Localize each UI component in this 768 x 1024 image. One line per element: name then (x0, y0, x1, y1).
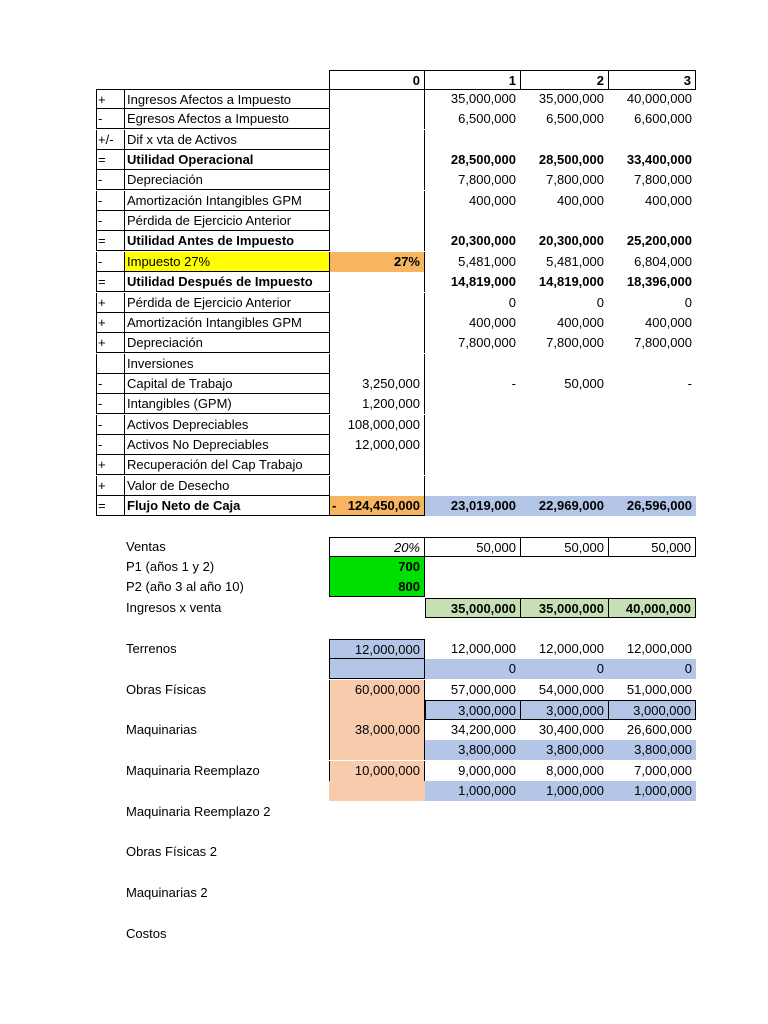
flow-row-label: Amortización Intangibles GPM (124, 313, 329, 333)
obras-dep-y3-cell[interactable]: 3,000,000 (608, 700, 696, 720)
maq-reemplazo-dep-y2-cell[interactable]: 1,000,000 (520, 781, 608, 801)
flow-row-sign: + (96, 89, 124, 109)
flow-row-sign: = (96, 231, 124, 251)
terrenos-dep-y0-cell[interactable] (329, 659, 425, 679)
maquinarias-y2-cell[interactable]: 30,400,000 (538, 722, 604, 737)
terrenos-dep-y2-cell[interactable]: 0 (520, 659, 608, 679)
flow-row-y1-cell[interactable]: 23,019,000 (425, 496, 520, 516)
flow-row-y0-cell[interactable] (329, 476, 425, 496)
maquinarias-2-label: Maquinarias 2 (126, 885, 208, 900)
flow-row-y3-cell[interactable] (608, 354, 696, 374)
flow-row-label: Recuperación del Cap Trabajo (124, 455, 329, 475)
flow-row-y3-cell[interactable]: 25,200,000 (626, 233, 692, 248)
flow-row-y1-cell[interactable]: 7,800,000 (458, 335, 516, 350)
flow-row-y2-cell[interactable]: 28,500,000 (538, 152, 604, 167)
flow-row-sign: = (96, 496, 124, 516)
flow-row-y2-cell[interactable]: 400,000 (557, 193, 604, 208)
flow-row-y2-cell[interactable]: 35,000,000 (538, 91, 604, 106)
flow-row-y1-cell[interactable]: 400,000 (469, 193, 516, 208)
flow-row-y0-cell[interactable] (329, 89, 425, 109)
flow-row-label: Utilidad Operacional (124, 150, 329, 170)
flow-row-y2-cell[interactable]: 7,800,000 (546, 335, 604, 350)
ventas-growth-cell[interactable]: 20% (329, 537, 425, 557)
flow-row-y1-cell[interactable]: 7,800,000 (458, 172, 516, 187)
flow-row-y1-cell[interactable]: 6,500,000 (458, 111, 516, 126)
flow-row-y3-cell[interactable]: 6,600,000 (634, 111, 692, 126)
flow-row-y0-cell[interactable]: 3,250,000 (329, 374, 425, 394)
flow-row-y1-cell[interactable] (425, 435, 520, 455)
obras-fisicas-2-label: Obras Físicas 2 (126, 844, 218, 859)
flow-row-y0-cell[interactable] (329, 293, 425, 313)
maq-reemplazo-y2-cell[interactable]: 8,000,000 (546, 763, 604, 778)
col-header-0[interactable]: 0 (329, 70, 425, 90)
flow-row-y3-cell[interactable]: 6,804,000 (634, 254, 692, 269)
flow-row-label: Egresos Afectos a Impuesto (124, 109, 329, 129)
maq-reemplazo-y3-cell[interactable]: 7,000,000 (634, 763, 692, 778)
flow-row-y3-cell[interactable] (608, 476, 696, 496)
flow-row-sign: = (96, 150, 124, 170)
flow-row-sign: - (96, 394, 124, 414)
obras-y1-cell[interactable]: 57,000,000 (450, 682, 516, 697)
maq-reemplazo-y1-cell[interactable]: 9,000,000 (458, 763, 516, 778)
p1-price-cell[interactable]: 700 (329, 557, 425, 577)
flow-row-y0-cell[interactable] (329, 272, 425, 292)
flow-row-y3-cell[interactable] (608, 211, 696, 231)
obras-y2-cell[interactable]: 54,000,000 (538, 682, 604, 697)
flow-row-y2-cell[interactable]: 50,000 (564, 376, 604, 391)
flow-row-sign: - (96, 211, 124, 231)
flow-row-y3-cell[interactable] (608, 394, 696, 414)
flow-row-label: Utilidad Antes de Impuesto (124, 231, 329, 251)
flow-row-y1-cell[interactable]: 35,000,000 (450, 91, 516, 106)
flow-row-label: Pérdida de Ejercicio Anterior (124, 293, 329, 313)
flow-row-y0-cell[interactable] (329, 109, 425, 129)
maq-reemplazo-2-label: Maquinaria Reemplazo 2 (126, 804, 271, 819)
flow-row-label: Impuesto 27% (124, 252, 329, 272)
flow-row-y2-cell[interactable]: 7,800,000 (546, 172, 604, 187)
flow-row-y3-cell[interactable]: 0 (684, 295, 692, 310)
flow-row-y2-cell[interactable]: 6,500,000 (546, 111, 604, 126)
flow-row-y2-cell[interactable]: 0 (596, 295, 604, 310)
flow-row-y0-cell[interactable] (329, 496, 425, 516)
flow-row-y3-cell[interactable] (608, 455, 696, 475)
flow-row-y0-cell[interactable] (329, 150, 425, 170)
col-header-1[interactable]: 1 (425, 70, 520, 90)
ventas-label: Ventas (126, 539, 166, 554)
flow-row-label: Inversiones (124, 354, 329, 374)
ingresos-y1-cell[interactable]: 35,000,000 (425, 598, 520, 618)
flow-row-y1-cell[interactable]: 400,000 (469, 315, 516, 330)
terrenos-y1-cell[interactable]: 12,000,000 (450, 641, 516, 656)
flow-row-y1-cell[interactable]: 28,500,000 (450, 152, 516, 167)
obras-dep-y2-cell[interactable]: 3,000,000 (520, 700, 608, 720)
flow-row-y0-cell[interactable]: 12,000,000 (329, 435, 425, 455)
flow-row-sign: - (96, 252, 124, 272)
flow-row-sign: - (96, 191, 124, 211)
flow-row-label: Depreciación (124, 170, 329, 190)
flow-row-y0-cell[interactable] (329, 170, 425, 190)
flow-row-sign: + (96, 293, 124, 313)
flow-row-y3-cell[interactable]: 18,396,000 (626, 274, 692, 289)
maquinarias-y0-cell[interactable]: 38,000,000 (329, 720, 425, 740)
flow-row-label: Activos Depreciables (124, 415, 329, 435)
flow-row-y2-cell[interactable] (520, 435, 608, 455)
flow-row-y0-value: 124,450,000 (347, 498, 420, 513)
flow-row-y3-cell[interactable]: 40,000,000 (626, 91, 692, 106)
flow-row-label: Activos No Depreciables (124, 435, 329, 455)
flow-row-y2-cell[interactable] (520, 211, 608, 231)
flow-row-sign: + (96, 455, 124, 475)
flow-row-y3-cell[interactable] (608, 415, 696, 435)
costos-label: Costos (126, 926, 167, 941)
flow-row-y2-cell[interactable] (520, 415, 608, 435)
maquinarias-dep-y1-cell[interactable]: 3,800,000 (425, 740, 520, 760)
col-header-3[interactable]: 3 (608, 70, 696, 90)
flow-row-y0-cell[interactable] (329, 455, 425, 475)
terrenos-y2-cell[interactable]: 12,000,000 (538, 641, 604, 656)
col-header-2[interactable]: 2 (520, 70, 608, 90)
flow-row-y3-cell[interactable] (608, 435, 696, 455)
maquinarias-dep-y2-cell[interactable]: 3,800,000 (520, 740, 608, 760)
flow-row-y3-cell[interactable]: 400,000 (645, 193, 692, 208)
flow-row-sign: - (96, 415, 124, 435)
flow-row-y1-cell[interactable] (425, 455, 520, 475)
p1-label: P1 (años 1 y 2) (126, 559, 215, 574)
flow-row-sign: + (96, 313, 124, 333)
flow-row-y1-cell[interactable] (425, 354, 520, 374)
maq-reemplazo-dep-y3-cell[interactable]: 1,000,000 (608, 781, 696, 801)
flow-row-y2-cell[interactable]: 22,969,000 (520, 496, 608, 516)
ingresos-y2-cell[interactable]: 35,000,000 (520, 598, 608, 618)
flow-row-y3-cell[interactable]: 26,596,000 (608, 496, 696, 516)
flow-row-sign (96, 354, 124, 374)
flow-row-label: Flujo Neto de Caja (124, 496, 329, 516)
flow-row-y1-cell[interactable]: 5,481,000 (458, 254, 516, 269)
flow-row-y0-cell[interactable] (329, 231, 425, 251)
flow-row-y1-cell[interactable] (425, 394, 520, 414)
p2-label: P2 (año 3 al año 10) (126, 579, 244, 594)
ventas-y3-cell[interactable]: 50,000 (608, 537, 696, 557)
flow-row-y1-cell[interactable]: 20,300,000 (450, 233, 516, 248)
maq-reemplazo-label: Maquinaria Reemplazo (126, 763, 260, 778)
maquinarias-dep-y0-cell[interactable] (329, 740, 425, 760)
flow-row-sign: - (96, 109, 124, 129)
flow-row-y1-cell[interactable] (425, 211, 520, 231)
flow-row-y3-cell[interactable]: 7,800,000 (634, 335, 692, 350)
flow-row-sign: - (96, 170, 124, 190)
flow-row-y0-cell[interactable]: 1,200,000 (329, 394, 425, 414)
flow-row-y3-cell[interactable]: - (687, 376, 692, 391)
ventas-y1-cell[interactable]: 50,000 (425, 537, 520, 557)
flow-row-y2-cell[interactable] (520, 476, 608, 496)
flow-row-y0-cell[interactable]: 108,000,000 (329, 415, 425, 435)
flow-row-sign: + (96, 476, 124, 496)
ingresos-label: Ingresos x venta (126, 600, 222, 615)
flow-row-y3-cell[interactable]: 400,000 (645, 315, 692, 330)
flow-row-y2-cell[interactable] (520, 354, 608, 374)
flow-row-y1-cell[interactable] (425, 415, 520, 435)
maq-reemplazo-dep-y0-cell[interactable] (329, 781, 425, 801)
maq-reemplazo-dep-y1-cell[interactable]: 1,000,000 (425, 781, 520, 801)
flow-row-label: Utilidad Después de Impuesto (124, 272, 329, 292)
flow-row-sign: - (96, 435, 124, 455)
flow-row-y3-cell[interactable]: 7,800,000 (634, 172, 692, 187)
flow-row-y1-cell[interactable]: - (511, 376, 516, 391)
flow-row-y1-cell[interactable] (425, 476, 520, 496)
flow-row-y0-cell[interactable] (329, 191, 425, 211)
flow-row-label: Depreciación (124, 333, 329, 353)
flow-row-sign: +/- (96, 130, 124, 150)
flow-row-y0-cell[interactable] (329, 313, 425, 333)
flow-row-label: Ingresos Afectos a Impuesto (124, 89, 329, 109)
terrenos-dep-y1-cell[interactable]: 0 (425, 659, 520, 679)
flow-row-y1-cell[interactable] (425, 130, 520, 150)
flow-row-y2-cell[interactable]: 14,819,000 (538, 274, 604, 289)
flow-row-y3-cell[interactable]: 33,400,000 (626, 152, 692, 167)
obras-y3-cell[interactable]: 51,000,000 (626, 682, 692, 697)
flow-row-label: Capital de Trabajo (124, 374, 329, 394)
ingresos-y3-cell[interactable]: 40,000,000 (608, 598, 696, 618)
flow-row-sign: - (96, 374, 124, 394)
terrenos-label: Terrenos (126, 641, 177, 656)
obras-y0-cell[interactable]: 60,000,000 (329, 680, 425, 700)
obras-label: Obras Físicas (126, 682, 207, 697)
maquinarias-dep-y3-cell[interactable]: 3,800,000 (608, 740, 696, 760)
ventas-y2-cell[interactable]: 50,000 (520, 537, 608, 557)
obras-dep-y1-cell[interactable]: 3,000,000 (425, 700, 520, 720)
flow-row-label: Amortización Intangibles GPM (124, 191, 329, 211)
flow-row-y2-cell[interactable]: 20,300,000 (538, 233, 604, 248)
flow-row-y3-cell[interactable] (608, 130, 696, 150)
maq-reemplazo-y0-cell[interactable]: 10,000,000 (329, 761, 425, 781)
maquinarias-y3-cell[interactable]: 26,600,000 (626, 722, 692, 737)
terrenos-y0-cell[interactable]: 12,000,000 (329, 639, 425, 659)
flow-row-sign: + (96, 333, 124, 353)
flow-row-y0-cell[interactable] (329, 354, 425, 374)
flow-row-y0-cell[interactable]: 27% (329, 252, 425, 272)
obras-dep-y0-cell[interactable] (329, 700, 425, 720)
flow-row-y0-cell[interactable] (329, 211, 425, 231)
terrenos-y3-cell[interactable]: 12,000,000 (626, 641, 692, 656)
flow-row-y2-cell[interactable]: 5,481,000 (546, 254, 604, 269)
negative-sign: - (332, 498, 337, 513)
flow-row-sign: = (96, 272, 124, 292)
flow-row-y0-cell[interactable] (329, 333, 425, 353)
flow-row-label: Valor de Desecho (124, 476, 329, 496)
flow-row-y1-cell[interactable]: 0 (508, 295, 516, 310)
flow-row-label: Pérdida de Ejercicio Anterior (124, 211, 329, 231)
flow-row-y2-cell[interactable]: 400,000 (557, 315, 604, 330)
flow-row-label: Intangibles (GPM) (124, 394, 329, 414)
terrenos-dep-y3-cell[interactable]: 0 (608, 659, 696, 679)
flow-row-y2-cell[interactable] (520, 130, 608, 150)
flow-row-y0-cell[interactable] (329, 130, 425, 150)
maquinarias-y1-cell[interactable]: 34,200,000 (450, 722, 516, 737)
flow-row-y2-cell[interactable] (520, 455, 608, 475)
maquinarias-label: Maquinarias (126, 722, 197, 737)
flow-row-y2-cell[interactable] (520, 394, 608, 414)
p2-price-cell[interactable]: 800 (329, 577, 425, 597)
flow-row-label: Dif x vta de Activos (124, 130, 329, 150)
flow-row-y1-cell[interactable]: 14,819,000 (450, 274, 516, 289)
